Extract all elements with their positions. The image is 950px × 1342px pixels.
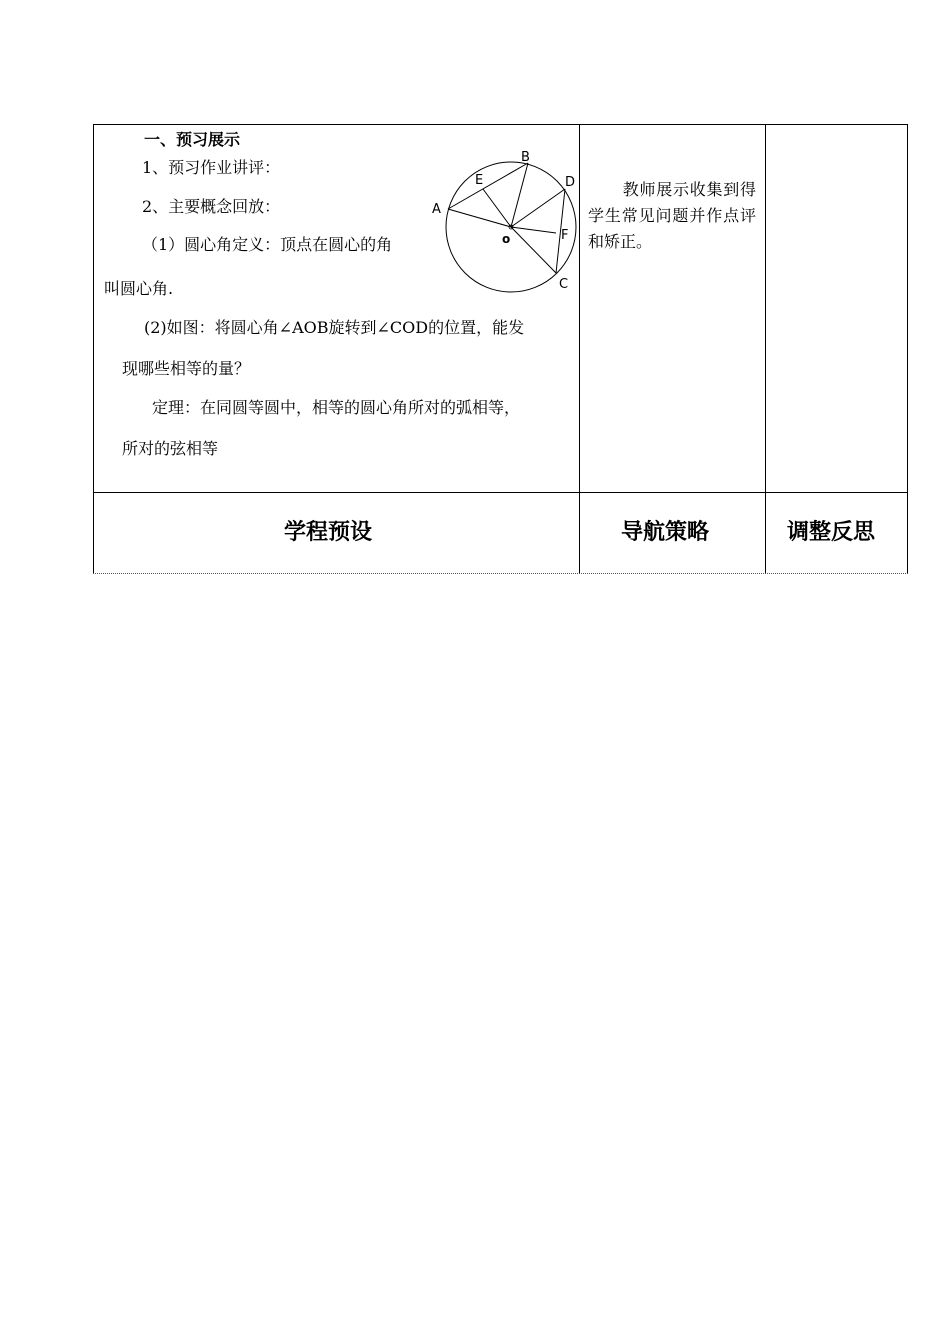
definition-line-1: （1）圆心角定义：顶点在圆心的角 — [142, 235, 393, 254]
item-concept-review: 2、主要概念回放： — [142, 197, 281, 216]
theorem-line-2: 所对的弦相等 — [122, 439, 219, 458]
label-a: A — [432, 202, 441, 217]
label-e: E — [475, 173, 484, 188]
header-adjustment-reflection: 调整反思 — [787, 520, 876, 545]
central-angle-diagram — [429, 149, 579, 295]
question-line-2: 现哪些相等的量？ — [122, 359, 251, 378]
nav-strategy-text: 教师展示收集到得学生常见问题并作点评和矫正。 — [588, 180, 756, 251]
column-divider-1 — [579, 125, 580, 574]
header-navigation-strategy: 导航策略 — [621, 520, 710, 545]
column-divider-2 — [765, 125, 766, 574]
header-learning-plan: 学程预设 — [284, 520, 373, 545]
radii-and-chords — [448, 163, 565, 273]
label-d: D — [565, 175, 576, 190]
label-f: F — [561, 228, 569, 243]
item-homework-review: 1、预习作业讲评： — [142, 158, 281, 177]
question-line-1: (2)如图：将圆心角∠AOB旋转到∠COD的位置，能发 — [144, 318, 525, 337]
section-title: 一、预习展示 — [144, 130, 241, 149]
row-divider — [94, 492, 907, 493]
label-o: o — [502, 232, 511, 246]
table-bottom-border — [93, 573, 908, 574]
theorem-line-1: 定理：在同圆等圆中，相等的圆心角所对的弧相等， — [152, 398, 521, 417]
label-b: B — [521, 150, 530, 165]
lesson-table — [93, 124, 908, 574]
label-c: C — [559, 277, 569, 292]
definition-line-2: 叫圆心角. — [104, 279, 174, 298]
